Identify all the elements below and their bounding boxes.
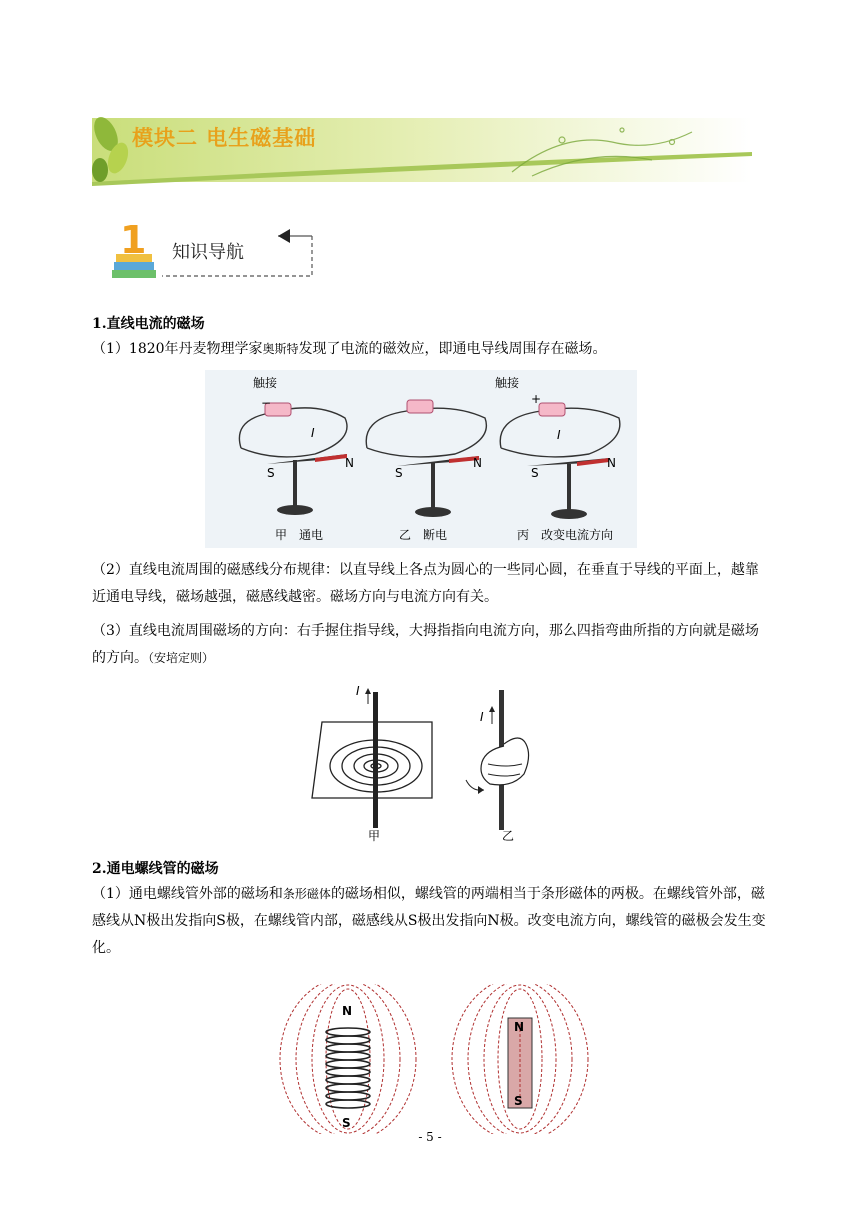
label-current: I [557,428,561,442]
nav-number: 1 [120,218,147,262]
section1-heading: 1.直线电流的磁场 [92,316,205,332]
text-run: 发现了电流的磁效应，即通电导线周围存在磁场。 [298,341,607,357]
oersted-figure [205,370,637,548]
label-n: N [607,456,616,470]
label-n: N [473,456,482,470]
text-run: （3）直线电流周围磁场的方向：右手握住指导线，大拇指指向电流方向，那么四指弯曲所指的方向就是磁场的方向。 [92,623,759,666]
caption-a: 甲 通电 [275,528,324,542]
section2-heading: 2.通电螺线管的磁场 [92,861,219,877]
solenoid-diagram [278,984,594,1134]
label-minus: − [261,396,272,410]
label-current: I [356,684,360,698]
label-n: N [514,1020,525,1034]
section1-paragraph2: （2）直线电流周围的磁感线分布规律：以直导线上各点为圆心的一些同心圆，在垂直于导线的平面上，越靠近通电导线，磁场越强，磁感线越密。磁场方向与电流方向有关。 [92,562,759,605]
wire-field-figure [306,684,550,844]
nav-label: 知识导航 [172,242,244,263]
text-run: （1）通电螺线管外部的磁场和 [92,886,283,902]
label-touch: 触接 [495,376,520,390]
caption-a: 甲 [368,829,381,843]
page-number: - 5 - [418,1130,442,1144]
label-n: N [345,456,354,470]
caption-b: 乙 断电 [399,528,448,542]
label-plus: + [531,392,542,406]
emphasis-text: 奥斯特 [262,342,299,356]
section1-paragraph1 [92,336,770,363]
label-s: S [531,466,539,480]
emphasis-text: （安培定则） [148,651,215,665]
wire-field-diagram [306,684,550,844]
label-s: S [342,1116,351,1130]
caption-b: 乙 [502,829,515,843]
solenoid-figure [278,984,594,1134]
label-s: S [267,466,275,480]
label-s: S [395,466,403,480]
section2-paragraph1 [92,881,770,962]
label-current: I [480,710,484,724]
caption-c: 丙 改变电流方向 [517,528,614,542]
emphasis-text: 条形磁体 [282,887,331,901]
label-n: N [342,1004,353,1018]
section1-paragraph3 [92,618,770,672]
text-run: （1）1820年丹麦物理学家 [92,341,263,357]
banner-title: 模块二 电生磁基础 [132,126,317,150]
label-touch: 触接 [253,376,278,390]
text-run: 的磁场相似，螺线管的两端相当于条形磁体的两极。在螺线管外部，磁感线从N极出发指向S极，在螺线管内部，磁感线从S极出发指向N极。改变电流方向，螺线管的磁极会发生变化。 [92,886,766,956]
label-current: I [311,426,315,440]
label-s: S [514,1094,523,1108]
